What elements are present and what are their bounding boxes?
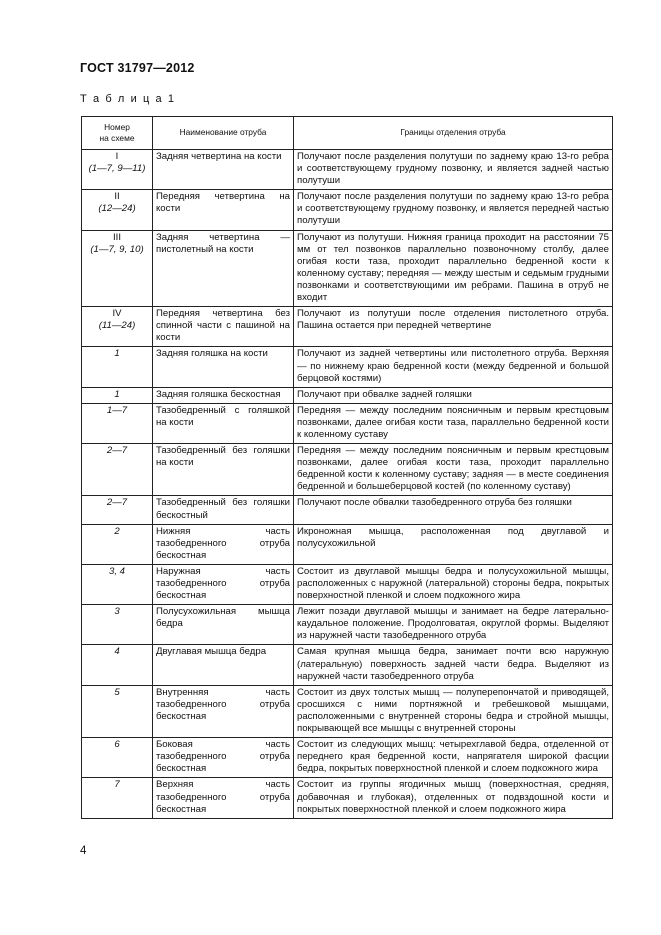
cell-boundaries: Получают после обвалки тазобедренного отруба без голяшки	[294, 496, 613, 524]
cell-boundaries: Получают после разделения полутуши по заднему краю 13-го ребра и соответствующему грудному позвонку, и является передней частью полутуши	[294, 190, 613, 230]
cell-number	[82, 444, 153, 496]
scheme-refs: (1—7, 9, 10)	[90, 243, 144, 255]
header-boundaries: Границы отделения отруба	[294, 117, 613, 150]
cell-cut-name: Задняя голяшка бескостная	[153, 387, 294, 403]
cell-cut-name: Передняя четвертина без спинной части с пашиной на кости	[153, 307, 294, 347]
scheme-refs: 7	[114, 779, 120, 791]
cell-number	[82, 524, 153, 564]
cell-boundaries: Получают из полутуши. Нижняя граница проходит на расстоянии 75 мм от тел позвонков параллельно позвоночному столбу, далее огибая кости таза, проходит параллельно бедренной кости к коленному суставу; передняя — между шестым и седьмым грудными позвонками и соответствующими им ребрами. Пашина в отруб не входит	[294, 230, 613, 307]
table-row	[82, 778, 613, 818]
cell-boundaries: Состоит из группы ягодичных мышц (поверхностная, средняя, добавочная и глубокая), отделенных от подвздошной кости и покрытых поверхностной пленкой и слоем подкожного жира	[294, 778, 613, 818]
table-row	[82, 190, 613, 230]
scheme-refs: 1	[114, 348, 120, 360]
cell-number	[82, 738, 153, 778]
table-row	[82, 230, 613, 307]
roman-number: II	[114, 191, 120, 203]
header-number: Номер на схеме	[82, 117, 153, 150]
table-row	[82, 524, 613, 564]
scheme-refs: 4	[114, 646, 120, 658]
cell-boundaries: Получают после разделения полутуши по заднему краю 13-го ребра и соответствующему грудному позвонку, и является задней частью полутуши	[294, 150, 613, 190]
cell-cut-name: Тазобедренный с голяшкой на кости	[153, 403, 294, 443]
table-row	[82, 605, 613, 645]
table-caption: Т а б л и ц а 1	[80, 93, 176, 105]
cell-number	[82, 387, 153, 403]
cell-boundaries: Получают при обвалке задней голяшки	[294, 387, 613, 403]
cell-cut-name: Боковая часть тазобедренного отруба бескостная	[153, 738, 294, 778]
cell-cut-name: Тазобедренный без голяшки бескостный	[153, 496, 294, 524]
table-row	[82, 496, 613, 524]
cell-number	[82, 605, 153, 645]
roman-number: IV	[112, 308, 122, 320]
scheme-refs: (11—24)	[98, 320, 136, 332]
cell-number	[82, 230, 153, 307]
cell-cut-name: Задняя четвертина на кости	[153, 150, 294, 190]
cell-cut-name: Задняя голяшка на кости	[153, 347, 294, 387]
cell-number	[82, 347, 153, 387]
cuts-table	[81, 116, 613, 819]
cell-number	[82, 307, 153, 347]
cell-boundaries: Самая крупная мышца бедра, занимает почти всю наружную (латеральную) поверхность задней части бедра. Выделяют из наружней части тазобедренного отруба	[294, 645, 613, 685]
cell-number	[82, 645, 153, 685]
table-row	[82, 738, 613, 778]
cell-cut-name: Верхняя часть тазобедренного отруба бескостная	[153, 778, 294, 818]
cell-number	[82, 190, 153, 230]
cell-boundaries: Передняя — между последним поясничным и первым крестцовым позвонками, далее огибая кости таза, проходит параллельно бедренной кости к коленному суставу; задняя — в месте соединения бедренной и большеберцовой костей (по коленному суставу)	[294, 444, 613, 496]
standard-header: ГОСТ 31797—2012	[80, 61, 195, 75]
scheme-refs: 3	[114, 606, 120, 618]
scheme-refs: (1—7, 9—11)	[88, 163, 146, 175]
cell-boundaries: Передняя — между последним поясничным и первым крестцовым позвонками, далее огибая кости таза, параллельно бедренной кости к коленному суставу	[294, 403, 613, 443]
cell-boundaries: Лежит позади двуглавой мышцы и занимает на бедре латерально-каудальное положение. Продолговатая, округлой формы. Выделяют из наружней части тазобедренного отруба	[294, 605, 613, 645]
cell-number	[82, 778, 153, 818]
cell-cut-name: Полусухожильная мышца бедра	[153, 605, 294, 645]
cell-number	[82, 685, 153, 737]
table-row	[82, 564, 613, 604]
scheme-refs: 1	[114, 388, 120, 400]
cell-cut-name: Внутренняя часть тазобедренного отруба бескостная	[153, 685, 294, 737]
scheme-refs: 2—7	[106, 497, 128, 509]
table-row	[82, 387, 613, 403]
scheme-refs: 2—7	[106, 445, 128, 457]
table-row	[82, 685, 613, 737]
table-row	[82, 645, 613, 685]
scheme-refs: 3, 4	[108, 565, 125, 577]
roman-number: I	[115, 151, 119, 162]
scheme-refs: 1—7	[106, 404, 128, 416]
cell-boundaries: Получают из полутуши после отделения пистолетного отруба. Пашина остается при передней четвертине	[294, 307, 613, 347]
header-cut-name: Наименование отруба	[153, 117, 294, 150]
cell-boundaries: Состоит из следующих мышц: четырехглавой бедра, отделенной от переднего края бедренной кости, напрягателя широкой фасции бедра, покрытых поверхностной пленкой и слоем подкожного жира	[294, 738, 613, 778]
cell-cut-name: Тазобедренный без голяшки на кости	[153, 444, 294, 496]
cell-number	[82, 403, 153, 443]
scheme-refs: (12—24)	[98, 203, 136, 215]
scheme-refs: 5	[114, 686, 120, 698]
table-header-row	[82, 117, 613, 150]
scheme-refs: 6	[114, 739, 120, 751]
cell-number	[82, 564, 153, 604]
scheme-refs: 2	[114, 525, 120, 537]
table-row	[82, 307, 613, 347]
table-row	[82, 403, 613, 443]
cell-number	[82, 496, 153, 524]
table-row	[82, 347, 613, 387]
cell-cut-name: Двуглавая мышца бедра	[153, 645, 294, 685]
page-number: 4	[80, 845, 87, 857]
cell-boundaries: Состоит из двуглавой мышцы бедра и полусухожильной мышцы, расположенных с наружной (латеральной) стороны бедра, покрытых поверхностной пленкой и слоем подкожного жира	[294, 564, 613, 604]
cell-boundaries: Икроножная мышца, расположенная под двуглавой и полусухожильной	[294, 524, 613, 564]
cell-cut-name: Задняя четвертина — пистолетный на кости	[153, 230, 294, 307]
table-row	[82, 150, 613, 190]
cell-number	[82, 150, 153, 190]
cell-cut-name: Наружная часть тазобедренного отруба бескостная	[153, 564, 294, 604]
roman-number: III	[113, 231, 121, 243]
cell-boundaries: Состоит из двух толстых мышц — полуперепончатой и приводящей, сросшихся с ними портняжной и гребешковой мышцами, расположенными с внутренней стороны бедра и стройной мышцы, покрывающей все мышцы с внутренней стороны	[294, 685, 613, 737]
cell-boundaries: Получают из задней четвертины или пистолетного отруба. Верхняя — по нижнему краю бедренной кости (между бедренной и большой берцовой костями)	[294, 347, 613, 387]
table-row	[82, 444, 613, 496]
cell-cut-name: Нижняя часть тазобедренного отруба бескостная	[153, 524, 294, 564]
cell-cut-name: Передняя четвертина на кости	[153, 190, 294, 230]
